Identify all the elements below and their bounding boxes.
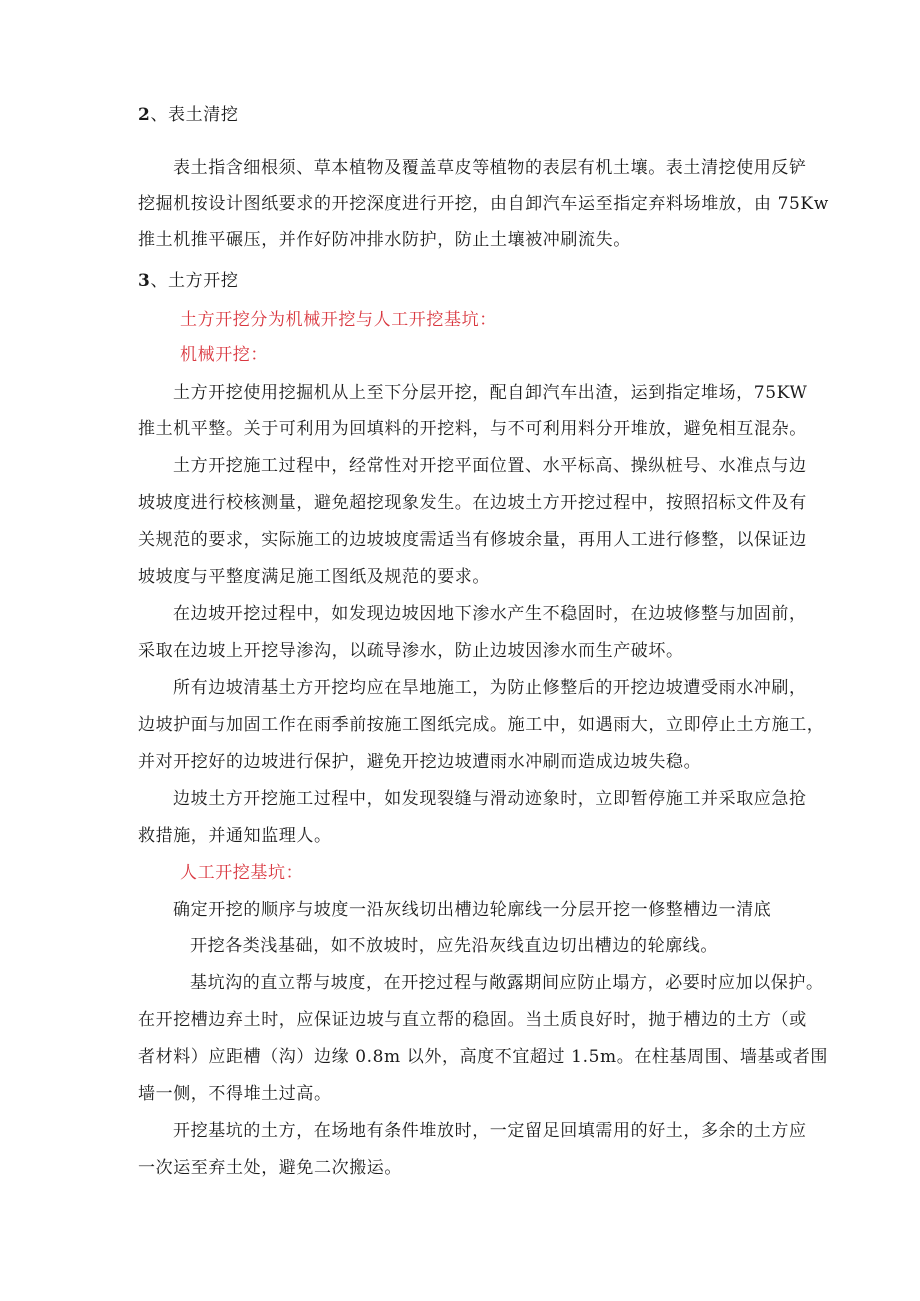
paragraph-line: 在边坡开挖过程中，如发现边坡因地下渗水产生不稳固时，在边坡修整与加固前， — [173, 604, 807, 624]
section-2-title: 、表土清挖 — [150, 105, 239, 125]
manual-excavation-title: 人工开挖基坑： — [180, 863, 304, 883]
paragraph-line: 开挖基坑的土方，在场地有条件堆放时，一定留足回填需用的好土，多余的土方应 — [173, 1121, 807, 1141]
paragraph-line: 所有边坡清基土方开挖均应在旱地施工，为防止修整后的开挖边坡遭受雨水冲刷， — [173, 678, 807, 698]
excavation-intro: 土方开挖分为机械开挖与人工开挖基坑： — [180, 310, 497, 330]
section-2-heading — [138, 104, 238, 126]
paragraph-line: 坡坡度与平整度满足施工图纸及规范的要求。 — [138, 567, 490, 587]
paragraph-line: 边坡土方开挖施工过程中，如发现裂缝与滑动迹象时，立即暂停施工并采取应急抢 — [173, 789, 807, 809]
paragraph-line: 确定开挖的顺序与坡度一沿灰线切出槽边轮廓线一分层开挖一修整槽边一清底 — [173, 900, 772, 920]
paragraph-line: 土方开挖施工过程中，经常性对开挖平面位置、水平标高、操纵桩号、水准点与边 — [173, 456, 807, 476]
mechanical-excavation-title: 机械开挖： — [180, 345, 268, 365]
paragraph-line: 边坡护面与加固工作在雨季前按施工图纸完成。施工中，如遇雨大，立即停止土方施工， — [138, 715, 825, 735]
section-3-number: 3 — [138, 271, 151, 291]
paragraph-line: 墙一侧，不得堆土过高。 — [138, 1084, 332, 1104]
paragraph-line: 开挖各类浅基础，如不放坡时，应先沿灰线直边切出槽边的轮廓线。 — [190, 936, 718, 956]
paragraph-line: 基坑沟的直立帮与坡度，在开挖过程与敞露期间应防止塌方，必要时应加以保护。 — [190, 973, 824, 993]
section-3-title: 、土方开挖 — [150, 271, 239, 291]
paragraph-line: 推土机推平碾压，并作好防冲排水防护，防止土壤被冲刷流失。 — [138, 230, 631, 250]
section-3-heading — [138, 270, 238, 292]
paragraph-line: 一次运至弃土处，避免二次搬运。 — [138, 1158, 402, 1178]
paragraph-line: 土方开挖使用挖掘机从上至下分层开挖，配自卸汽车出渣，运到指定堆场，75KW — [173, 383, 808, 403]
section-2-number: 2 — [138, 105, 151, 125]
paragraph-line: 者材料）应距槽（沟）边缘 0.8m 以外，高度不宜超过 1.5m。在柱基周围、墙基或者围 — [138, 1047, 828, 1067]
paragraph-line: 并对开挖好的边坡进行保护，避免开挖边坡遭雨水冲刷而造成边坡失稳。 — [138, 752, 702, 772]
paragraph-line: 挖掘机按设计图纸要求的开挖深度进行开挖，由自卸汽车运至指定弃料场堆放，由 75Kw — [138, 194, 829, 214]
paragraph-line: 采取在边坡上开挖导渗沟，以疏导渗水，防止边坡因渗水而生产破坏。 — [138, 641, 684, 661]
paragraph-line: 关规范的要求，实际施工的边坡坡度需适当有修坡余量，再用人工进行修整，以保证边 — [138, 530, 807, 550]
paragraph-line: 坡坡度进行校核测量，避免超挖现象发生。在边坡土方开挖过程中，按照招标文件及有 — [138, 493, 807, 513]
paragraph-line: 表土指含细根须、草本植物及覆盖草皮等植物的表层有机土壤。表土清挖使用反铲 — [173, 158, 807, 178]
paragraph-line: 在开挖槽边弃土时，应保证边坡与直立帮的稳固。当土质良好时，抛于槽边的土方（或 — [138, 1010, 807, 1030]
paragraph-line: 推土机平整。关于可利用为回填料的开挖料，与不可利用料分开堆放，避免相互混杂。 — [138, 419, 807, 439]
paragraph-line: 救措施，并通知监理人。 — [138, 826, 332, 846]
